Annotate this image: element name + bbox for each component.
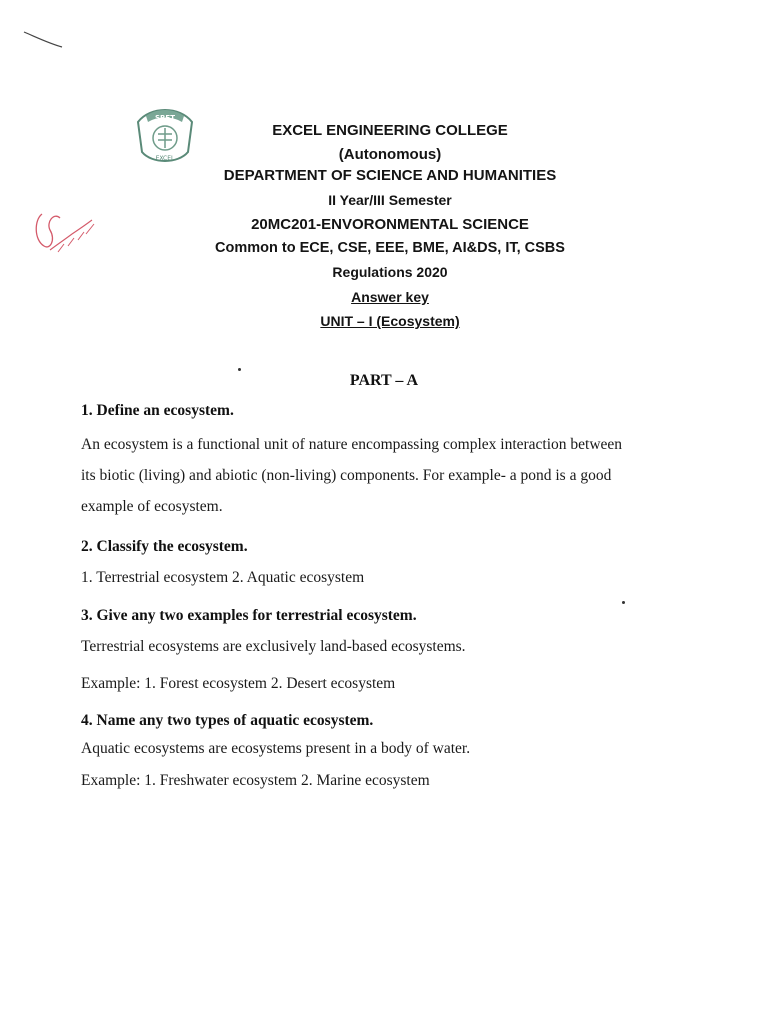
answer-line: 1. Terrestrial ecosystem 2. Aquatic ecosystem xyxy=(81,569,365,586)
answer-line: An ecosystem is a functional unit of nature encompassing complex interaction between xyxy=(81,436,623,453)
year-semester: II Year/III Semester xyxy=(328,192,452,208)
answer-line: example of ecosystem. xyxy=(81,498,223,515)
handwritten-signature xyxy=(28,200,106,266)
college-name: EXCEL ENGINEERING COLLEGE xyxy=(272,122,508,139)
pen-stroke-mark xyxy=(22,28,66,50)
question-heading: 2. Classify the ecosystem. xyxy=(81,538,248,555)
common-to-branches: Common to ECE, CSE, EEE, BME, AI&DS, IT, CSBS xyxy=(215,240,565,256)
course-title: 20MC201-ENVORONMENTAL SCIENCE xyxy=(251,216,529,233)
answer-line: Example: 1. Forest ecosystem 2. Desert ecosystem xyxy=(81,675,396,692)
answer-line: Terrestrial ecosystems are exclusively land-based ecosystems. xyxy=(81,638,466,655)
autonomous-status: (Autonomous) xyxy=(338,146,442,163)
question-heading: 3. Give any two examples for terrestrial ecosystem. xyxy=(81,607,417,624)
question-heading: 1. Define an ecosystem. xyxy=(81,402,234,419)
scan-speck xyxy=(622,601,625,604)
unit-title: UNIT – I (Ecosystem) xyxy=(320,313,460,329)
svg-text:EXCEL: EXCEL xyxy=(155,155,175,162)
answer-line: its biotic (living) and abiotic (non-living) components. For example- a pond is a good xyxy=(81,467,612,484)
answer-line: Aquatic ecosystems are ecosystems present in a body of water. xyxy=(81,740,471,757)
answer-line: Example: 1. Freshwater ecosystem 2. Marine ecosystem xyxy=(81,772,430,789)
question-heading: 4. Name any two types of aquatic ecosystem. xyxy=(81,712,374,729)
document-type: Answer key xyxy=(351,289,429,305)
svg-text:SRET: SRET xyxy=(155,114,175,122)
part-heading: PART – A xyxy=(349,372,419,389)
scan-speck xyxy=(238,368,241,371)
regulations: Regulations 2020 xyxy=(332,264,448,280)
department-name: DEPARTMENT OF SCIENCE AND HUMANITIES xyxy=(223,167,557,184)
